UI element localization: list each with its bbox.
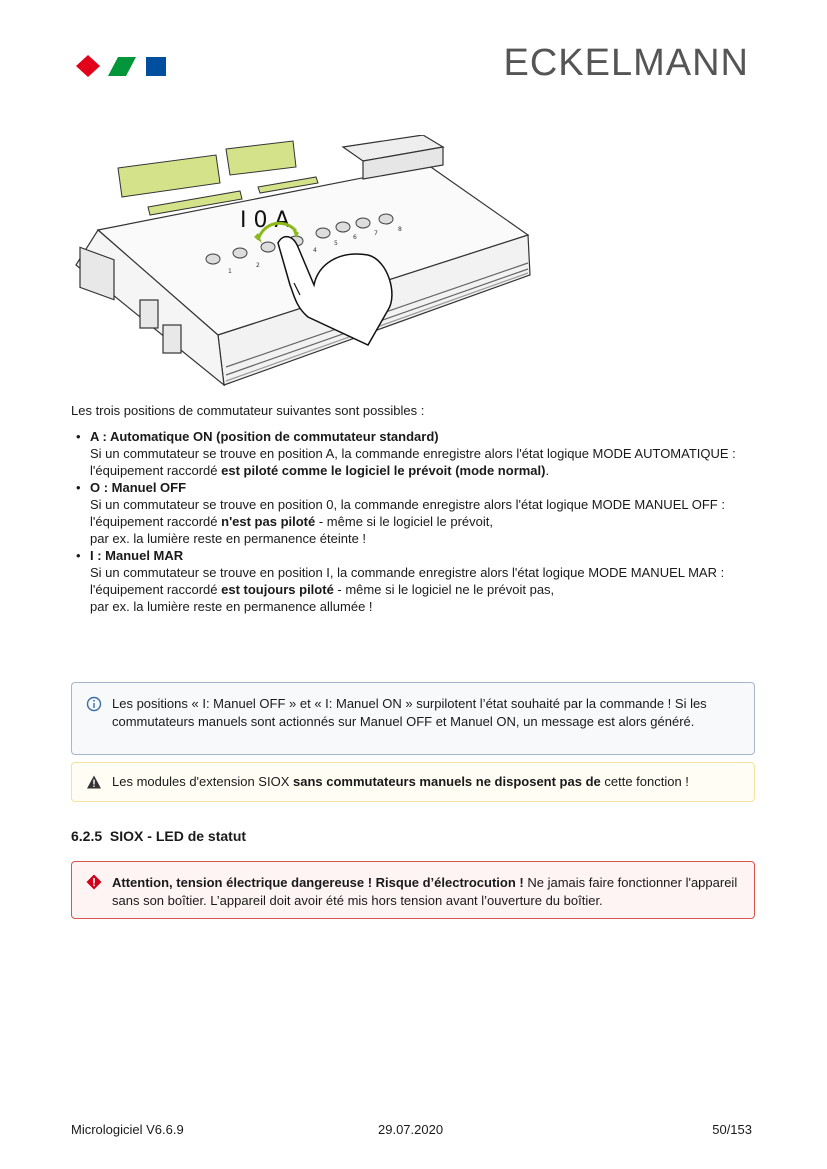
position-example: par ex. la lumière reste en permanence éteinte ! [90, 531, 367, 546]
brand-wordmark: ECKELMANN [503, 42, 749, 84]
info-note [71, 682, 755, 755]
danger-icon [86, 874, 102, 890]
position-result: l'équipement raccordé n'est pas piloté - même si le logiciel le prévoit, [90, 514, 493, 529]
section-number: 6.2.5 [71, 828, 103, 844]
list-item [71, 428, 751, 479]
switch-number: 4 [313, 247, 317, 254]
switch-number: 5 [334, 240, 338, 247]
logo-blue-square [146, 57, 166, 76]
position-description: Si un commutateur se trouve en position 0, la commande enregistre alors l'état logique MODE MANUEL OFF : [90, 497, 725, 512]
position-description: Si un commutateur se trouve en position A, la commande enregistre alors l'état logique MODE AUTOMATIQUE : [90, 446, 736, 461]
switch-positions-list [71, 428, 751, 615]
logo-green-parallelogram [108, 57, 136, 76]
position-result: l'équipement raccordé est piloté comme le logiciel le prévoit (mode normal). [90, 463, 550, 478]
position-example: par ex. la lumière reste en permanence allumée ! [90, 599, 373, 614]
list-item [71, 479, 751, 547]
position-result: l'équipement raccordé est toujours piloté - même si le logiciel ne le prévoit pas, [90, 582, 555, 597]
danger-note [71, 861, 755, 919]
positions-intro: Les trois positions de commutateur suivantes sont possibles : [71, 403, 425, 418]
switch-number: 7 [374, 230, 378, 237]
switch-number: 8 [398, 226, 402, 233]
position-description: Si un commutateur se trouve en position I, la commande enregistre alors l'état logique MODE MANUEL MAR : [90, 565, 725, 580]
position-title: • O : Manuel OFF [90, 480, 187, 495]
footer-version: Micrologiciel V6.6.9 [71, 1122, 184, 1137]
position-title: • I : Manuel MAR [90, 548, 184, 563]
list-item [71, 547, 751, 615]
footer-date: 29.07.2020 [378, 1122, 444, 1137]
switch-position-labels: I 0 A [240, 208, 290, 233]
siox-device-illustration [68, 135, 558, 397]
switch-number: 6 [353, 234, 357, 241]
logo-red-diamond [76, 55, 100, 77]
switch-number: 2 [256, 262, 260, 269]
danger-note-text: Attention, tension électrique dangereuse ! Risque d’électrocution ! Ne jamais faire fonctionner l'appareil sans son boîtier. L’appareil doit avoir été mis hors tension avant l’ouverture du boîtier. [112, 875, 738, 908]
warning-icon [86, 774, 102, 790]
eckelmann-logo [72, 52, 172, 80]
switch-number: 1 [228, 268, 232, 275]
position-title: • A : Automatique ON (position de commutateur standard) [90, 429, 439, 444]
info-note-text: Les positions « I: Manuel OFF » et « I: Manuel ON » surpilotent l’état souhaité par la commande ! Si les commutateurs manuels sont actionnés sur Manuel OFF et Manuel ON, un message est alors généré. [112, 696, 707, 729]
section-title: SIOX - LED de statut [109, 828, 247, 844]
footer-page-number: 50/153 [712, 1122, 752, 1137]
info-icon [86, 696, 102, 712]
section-heading [71, 828, 246, 844]
warning-note-text: Les modules d'extension SIOX sans commutateurs manuels ne disposent pas de cette fonction ! [112, 774, 689, 789]
warning-note [71, 762, 755, 802]
